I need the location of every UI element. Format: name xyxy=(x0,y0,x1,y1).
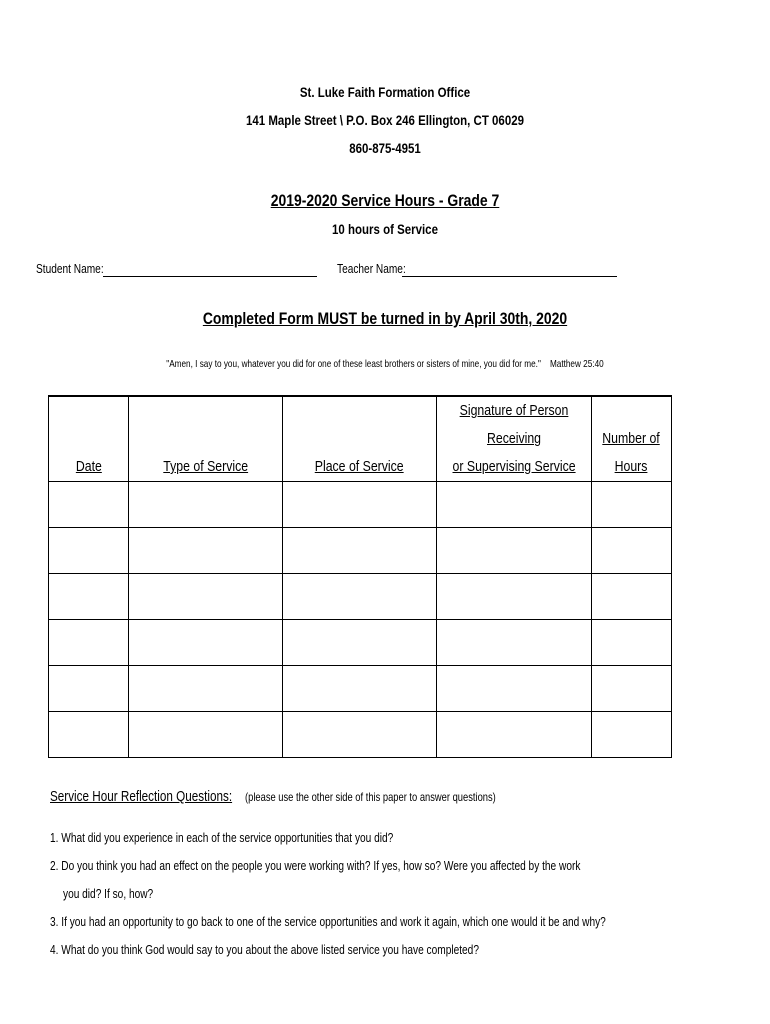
table-row xyxy=(49,482,672,528)
teacher-name-field[interactable] xyxy=(402,276,617,277)
cell-place[interactable] xyxy=(283,712,437,758)
cell-hours[interactable] xyxy=(592,666,672,712)
cell-signature[interactable] xyxy=(437,482,592,528)
cell-type[interactable] xyxy=(129,666,283,712)
table-row xyxy=(49,528,672,574)
office-name: St. Luke Faith Formation Office xyxy=(299,84,471,100)
teacher-name-label: Teacher Name: xyxy=(337,261,406,276)
header-number-of-hours: Number of Hours xyxy=(592,396,672,482)
cell-signature[interactable] xyxy=(437,528,592,574)
question-1: 1. What did you experience in each of the service opportunities that you did? xyxy=(50,830,394,845)
cell-type[interactable] xyxy=(129,482,283,528)
cell-hours[interactable] xyxy=(592,574,672,620)
form-subtitle: 10 hours of Service xyxy=(332,221,438,237)
cell-place[interactable] xyxy=(283,620,437,666)
header-date: Date xyxy=(49,396,129,482)
cell-date[interactable] xyxy=(49,574,129,620)
cell-place[interactable] xyxy=(283,482,437,528)
question-3: 3. If you had an opportunity to go back to one of the service opportunities and work it again, which one would it be and why? xyxy=(50,914,606,929)
cell-signature[interactable] xyxy=(437,620,592,666)
form-title: 2019-2020 Service Hours - Grade 7 xyxy=(270,191,500,210)
cell-type[interactable] xyxy=(129,574,283,620)
reflection-heading xyxy=(50,788,567,805)
cell-place[interactable] xyxy=(283,528,437,574)
cell-type[interactable] xyxy=(129,620,283,666)
office-phone: 860-875-4951 xyxy=(349,140,421,156)
cell-place[interactable] xyxy=(283,666,437,712)
header-type-of-service: Type of Service xyxy=(129,396,283,482)
cell-date[interactable] xyxy=(49,620,129,666)
question-4: 4. What do you think God would say to you about the above listed service you have completed? xyxy=(50,942,479,957)
table-header-row xyxy=(49,396,672,482)
reflection-title: Service Hour Reflection Questions: xyxy=(50,788,233,805)
question-2-continued: you did? If so, how? xyxy=(63,886,154,901)
table-row xyxy=(49,574,672,620)
cell-date[interactable] xyxy=(49,482,129,528)
cell-signature[interactable] xyxy=(437,574,592,620)
table-row xyxy=(49,666,672,712)
cell-signature[interactable] xyxy=(437,712,592,758)
cell-hours[interactable] xyxy=(592,482,672,528)
cell-date[interactable] xyxy=(49,712,129,758)
cell-place[interactable] xyxy=(283,574,437,620)
cell-date[interactable] xyxy=(49,528,129,574)
scripture-quote: "Amen, I say to you, whatever you did for one of these least brothers or sisters of mine, you did for me." Matthew 25:40 xyxy=(166,358,604,370)
student-name-label: Student Name: xyxy=(36,261,104,276)
cell-type[interactable] xyxy=(129,528,283,574)
cell-hours[interactable] xyxy=(592,712,672,758)
cell-type[interactable] xyxy=(129,712,283,758)
header-signature: Signature of Person Receiving or Supervising Service xyxy=(437,396,592,482)
student-name-field[interactable] xyxy=(103,276,317,277)
reflection-note: (please use the other side of this paper to answer questions) xyxy=(245,790,497,804)
cell-hours[interactable] xyxy=(592,528,672,574)
deadline-notice: Completed Form MUST be turned in by April 30th, 2020 xyxy=(202,309,568,328)
cell-signature[interactable] xyxy=(437,666,592,712)
cell-hours[interactable] xyxy=(592,620,672,666)
cell-date[interactable] xyxy=(49,666,129,712)
service-hours-table xyxy=(48,395,672,758)
question-2: 2. Do you think you had an effect on the people you were working with? If yes, how so? Were you affected by the work xyxy=(50,858,581,873)
header-place-of-service: Place of Service xyxy=(283,396,437,482)
table-row xyxy=(49,620,672,666)
table-row xyxy=(49,712,672,758)
office-address: 141 Maple Street \ P.O. Box 246 Ellington, CT 06029 xyxy=(246,112,524,128)
